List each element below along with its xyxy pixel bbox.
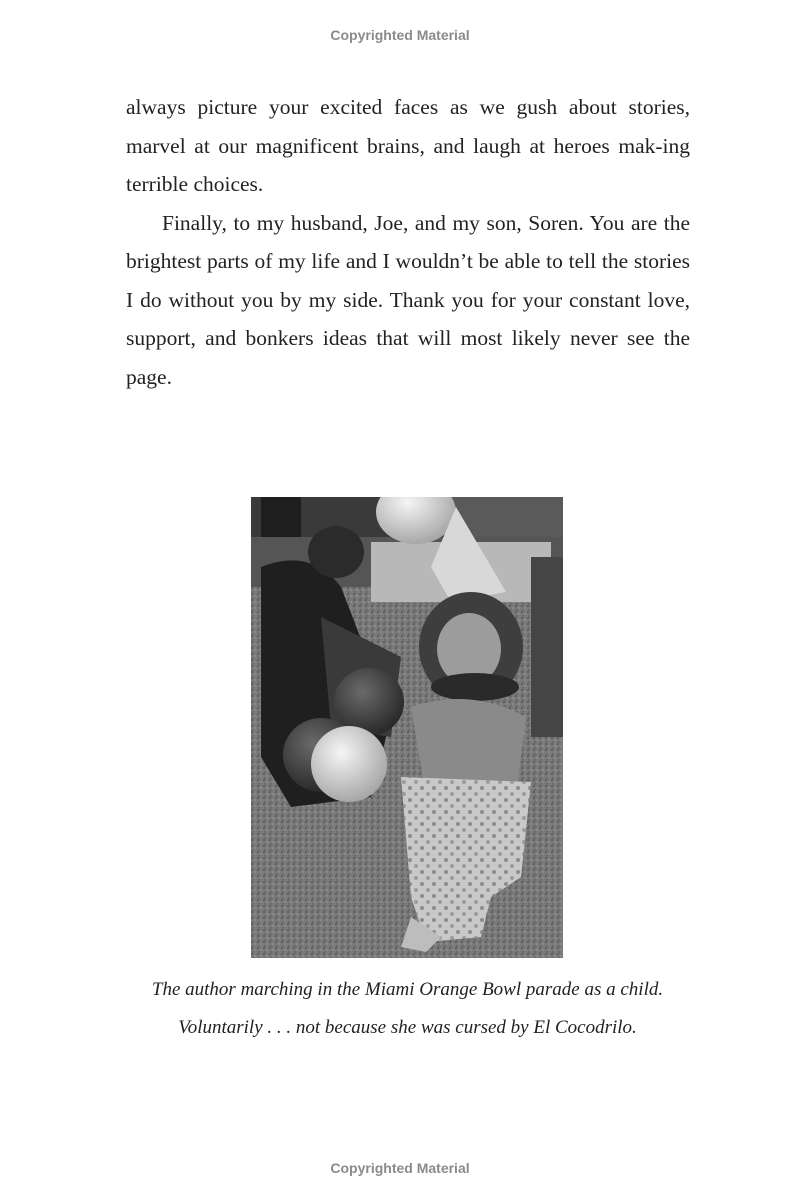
author-parade-photo xyxy=(251,497,563,958)
photo-illustration xyxy=(251,497,563,958)
paragraph-2: Finally, to my husband, Joe, and my son, Soren. You are the brightest parts of my life and I wouldn’t be able to tell the stories I do without you by my side. Thank you for your constant love, support, and bonkers ideas that will most likely never see the page. xyxy=(126,210,690,389)
copyright-watermark-bottom: Copyrighted Material xyxy=(330,1160,470,1176)
photo-caption-line-1: The author marching in the Miami Orange Bowl parade as a child. xyxy=(151,979,664,1000)
photo-caption-line-2: Voluntarily . . . not because she was cursed by El Cocodrilo. xyxy=(178,1017,637,1038)
page-body xyxy=(126,88,690,396)
copyright-watermark-top: Copyrighted Material xyxy=(330,27,470,43)
paragraph-1: always picture your excited faces as we gush about stories, marvel at our magnificent brains, and laugh at heroes mak-ing terrible choices. xyxy=(126,95,690,196)
